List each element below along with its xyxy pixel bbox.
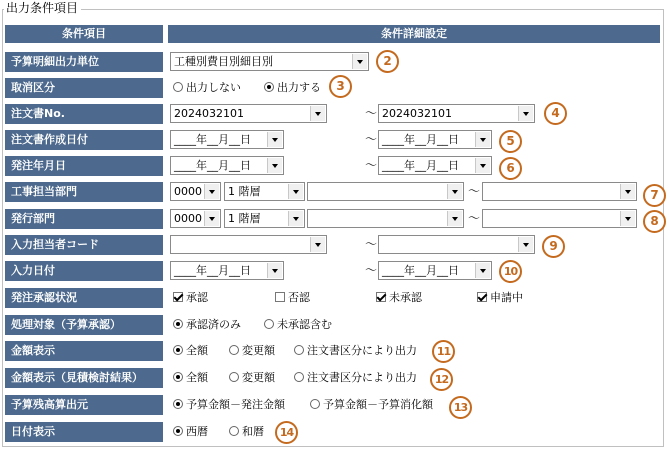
amount-radio-by-order-class[interactable]: 注文書区分により出力 [294, 343, 417, 359]
header-condition-item: 条件項目 [5, 25, 163, 43]
balance-radio-budget-minus-consumed[interactable]: 予算金額－予算消化額 [310, 397, 433, 413]
range-tilde: ～ [468, 211, 481, 225]
checkbox-checked-icon [173, 292, 183, 302]
label-issuing-dept: 発行部門 [5, 209, 163, 229]
callout-badge-9: 9 [542, 235, 565, 258]
chevron-down-icon[interactable] [447, 211, 462, 226]
label-order-approval-status: 発注承認状況 [5, 288, 163, 308]
issuing-dept-to-select[interactable] [482, 209, 637, 228]
label-budget-detail-unit: 予算明細出力単位 [5, 52, 163, 72]
callout-badge-2: 2 [376, 50, 399, 73]
range-tilde: ～ [365, 263, 378, 277]
callout-badge-11: 11 [432, 340, 455, 363]
input-user-code-from-select[interactable] [170, 235, 327, 254]
order-created-date-from[interactable]: ____年__月__日 [170, 130, 284, 149]
order-date-to[interactable]: ____年__月__日 [378, 156, 492, 175]
order-date-from[interactable]: ____年__月__日 [170, 156, 284, 175]
chevron-down-icon[interactable] [310, 237, 325, 252]
label-construction-dept: 工事担当部門 [5, 182, 163, 202]
radio-on-icon [173, 426, 183, 436]
checkbox-applying[interactable]: 申請中 [477, 290, 523, 306]
radio-on-icon [173, 319, 183, 329]
chevron-down-icon[interactable] [204, 211, 219, 226]
range-tilde: ～ [365, 158, 378, 172]
budget-detail-unit-value: 工種別費目別細目別 [174, 55, 273, 68]
range-tilde: ～ [365, 106, 378, 120]
process-target-radio-include-unapproved[interactable]: 未承認含む [264, 317, 332, 333]
calendar-dropdown-icon[interactable] [267, 132, 282, 147]
label-order-date: 発注年月日 [5, 156, 163, 176]
range-tilde: ～ [468, 184, 481, 198]
input-date-from[interactable]: ____年__月__日 [170, 261, 284, 280]
callout-badge-8: 8 [643, 210, 666, 233]
date-radio-japanese[interactable]: 和暦 [229, 424, 264, 440]
amount-radio-change[interactable]: 変更額 [229, 343, 275, 359]
calendar-dropdown-icon[interactable] [475, 158, 490, 173]
order-created-date-to[interactable]: ____年__月__日 [378, 130, 492, 149]
radio-on-icon [173, 399, 183, 409]
checkbox-unapproved[interactable]: 未承認 [376, 290, 422, 306]
checkbox-approved[interactable]: 承認 [173, 290, 208, 306]
estimate-amount-radio-full[interactable]: 全額 [173, 370, 208, 386]
chevron-down-icon[interactable] [310, 106, 325, 121]
callout-badge-5: 5 [499, 130, 522, 153]
checkbox-checked-icon [376, 292, 386, 302]
radio-on-icon [173, 372, 183, 382]
radio-off-icon [229, 345, 239, 355]
panel-legend: 出力条件項目 [4, 1, 81, 15]
budget-detail-unit-select[interactable] [170, 52, 369, 71]
chevron-down-icon[interactable] [620, 211, 635, 226]
callout-badge-7: 7 [643, 184, 666, 207]
balance-radio-budget-minus-order[interactable]: 予算金額－発注金額 [173, 397, 285, 413]
callout-badge-4: 4 [544, 102, 567, 125]
input-user-code-to-select[interactable] [378, 235, 535, 254]
issuing-dept-from-select[interactable] [307, 209, 464, 228]
chevron-down-icon[interactable] [518, 106, 533, 121]
radio-on-icon [173, 345, 183, 355]
chevron-down-icon[interactable] [620, 184, 635, 199]
label-date-display: 日付表示 [5, 422, 163, 442]
radio-on-icon [264, 82, 274, 92]
label-input-user-code: 入力担当者コード [5, 235, 163, 255]
radio-off-icon [264, 319, 274, 329]
radio-off-icon [229, 372, 239, 382]
chevron-down-icon[interactable] [447, 184, 462, 199]
radio-off-icon [310, 399, 320, 409]
range-tilde: ～ [365, 132, 378, 146]
chevron-down-icon[interactable] [288, 211, 303, 226]
chevron-down-icon[interactable] [204, 184, 219, 199]
checkbox-rejected[interactable]: 否認 [275, 290, 310, 306]
callout-badge-3: 3 [329, 75, 352, 98]
checkbox-unchecked-icon [275, 292, 285, 302]
construction-dept-code-select[interactable]: 0000 [170, 182, 221, 201]
amount-radio-full[interactable]: 全額 [173, 343, 208, 359]
estimate-amount-radio-change[interactable]: 変更額 [229, 370, 275, 386]
label-budget-balance-source: 予算残高算出元 [5, 395, 163, 415]
callout-badge-13: 13 [449, 396, 472, 419]
callout-badge-10: 10 [499, 260, 522, 283]
label-process-target: 処理対象（予算承認） [5, 315, 163, 335]
issuing-dept-code-select[interactable]: 0000 [170, 209, 221, 228]
label-amount-display-estimate: 金額表示（見積検討結果） [5, 368, 163, 388]
callout-badge-12: 12 [430, 368, 453, 391]
order-no-to-select[interactable]: 2024032101 [378, 104, 535, 123]
callout-badge-6: 6 [499, 157, 522, 180]
calendar-dropdown-icon[interactable] [267, 158, 282, 173]
construction-dept-from-select[interactable] [307, 182, 464, 201]
radio-off-icon [229, 426, 239, 436]
process-target-radio-approved-only[interactable]: 承認済のみ [173, 317, 241, 333]
construction-dept-level-select[interactable]: 1 階層 [224, 182, 305, 201]
chevron-down-icon[interactable] [288, 184, 303, 199]
label-order-no: 注文書No. [5, 104, 163, 124]
callout-badge-14: 14 [275, 421, 298, 444]
radio-off-icon [294, 372, 304, 382]
cancel-radio-no-output[interactable]: 出力しない [173, 80, 241, 96]
construction-dept-to-select[interactable] [482, 182, 637, 201]
calendar-dropdown-icon[interactable] [475, 263, 490, 278]
radio-off-icon [173, 82, 183, 92]
label-amount-display: 金額表示 [5, 341, 163, 361]
issuing-dept-level-select[interactable]: 1 階層 [224, 209, 305, 228]
chevron-down-icon[interactable] [352, 54, 367, 69]
header-condition-detail: 条件詳細設定 [168, 25, 660, 43]
cancel-radio-output[interactable]: 出力する [264, 80, 321, 96]
chevron-down-icon[interactable] [518, 237, 533, 252]
date-radio-western[interactable]: 西暦 [173, 424, 208, 440]
input-date-to[interactable]: ____年__月__日 [378, 261, 492, 280]
label-input-date: 入力日付 [5, 261, 163, 281]
estimate-amount-radio-by-order-class[interactable]: 注文書区分により出力 [294, 370, 417, 386]
checkbox-checked-icon [477, 292, 487, 302]
calendar-dropdown-icon[interactable] [267, 263, 282, 278]
label-order-created-date: 注文書作成日付 [5, 130, 163, 150]
radio-off-icon [294, 345, 304, 355]
order-no-from-select[interactable]: 2024032101 [170, 104, 327, 123]
calendar-dropdown-icon[interactable] [475, 132, 490, 147]
range-tilde: ～ [365, 237, 378, 251]
label-cancel-class: 取消区分 [5, 78, 163, 98]
